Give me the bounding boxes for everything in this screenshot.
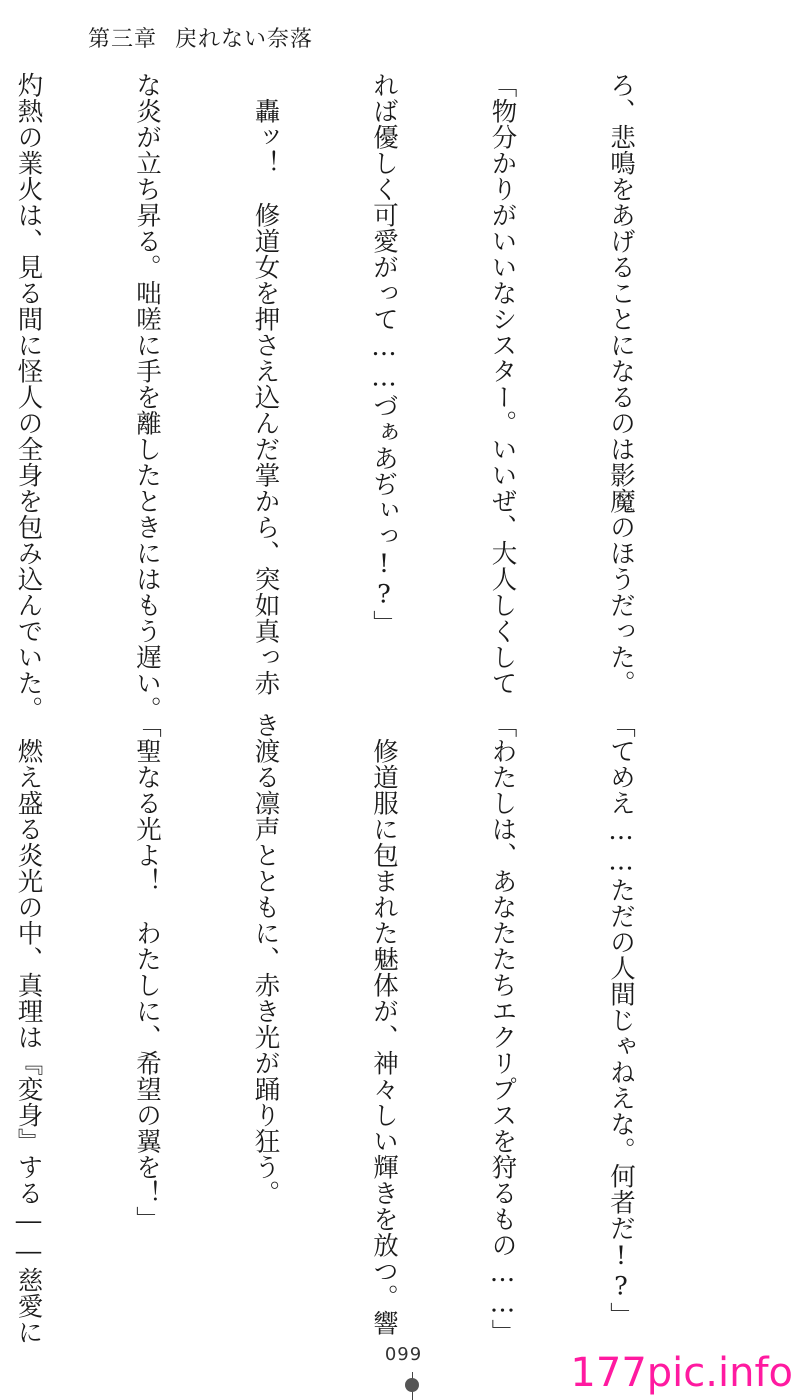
text-line: れば優しく可愛がって……づぁあぢぃっ!?」 xyxy=(369,72,399,636)
text-line: 轟ッ！ 修道女を押さえ込んだ掌から、突如真っ赤 xyxy=(250,72,281,696)
text-line: き渡る凛声とともに、赤き光が踊り狂う。 xyxy=(250,712,281,1206)
page-marker-dot xyxy=(405,1378,419,1392)
text-line: 「聖なる光よ！ わたしに、希望の翼を！」 xyxy=(132,712,162,1232)
text-line: 修道服に包まれた魅体が、神々しい輝きを放つ。響 xyxy=(369,712,399,1336)
text-line: 「物分かりがいいなシスター。いいぜ、大人しくして xyxy=(487,72,518,696)
chapter-title: 戻れない奈落 xyxy=(175,27,314,52)
text-block-top xyxy=(13,72,719,722)
text-line: 灼熱の業火は、見る間に怪人の全身を包み込んでいた。 xyxy=(13,72,44,722)
text-block-bottom xyxy=(13,712,719,1345)
text-line: な炎が立ち昇る。咄嗟に手を離したときにはもう遅い。 xyxy=(132,72,162,722)
text-line: 「てめえ……ただの人間じゃねえな。何者だ!?」 xyxy=(606,712,636,1328)
watermark: 177pic.info xyxy=(570,1350,793,1396)
page-number: 099 xyxy=(384,1344,423,1365)
chapter-number: 第三章 xyxy=(88,27,158,52)
text-line: 「わたしは、あなたたちエクリプスを狩るもの……」 xyxy=(487,712,518,1345)
running-header xyxy=(88,22,313,53)
text-line: ろ、悲鳴をあげることになるのは影魔のほうだった。 xyxy=(606,72,636,696)
text-line: 燃え盛る炎光の中、真理は『変身』する――慈愛に xyxy=(13,712,44,1345)
